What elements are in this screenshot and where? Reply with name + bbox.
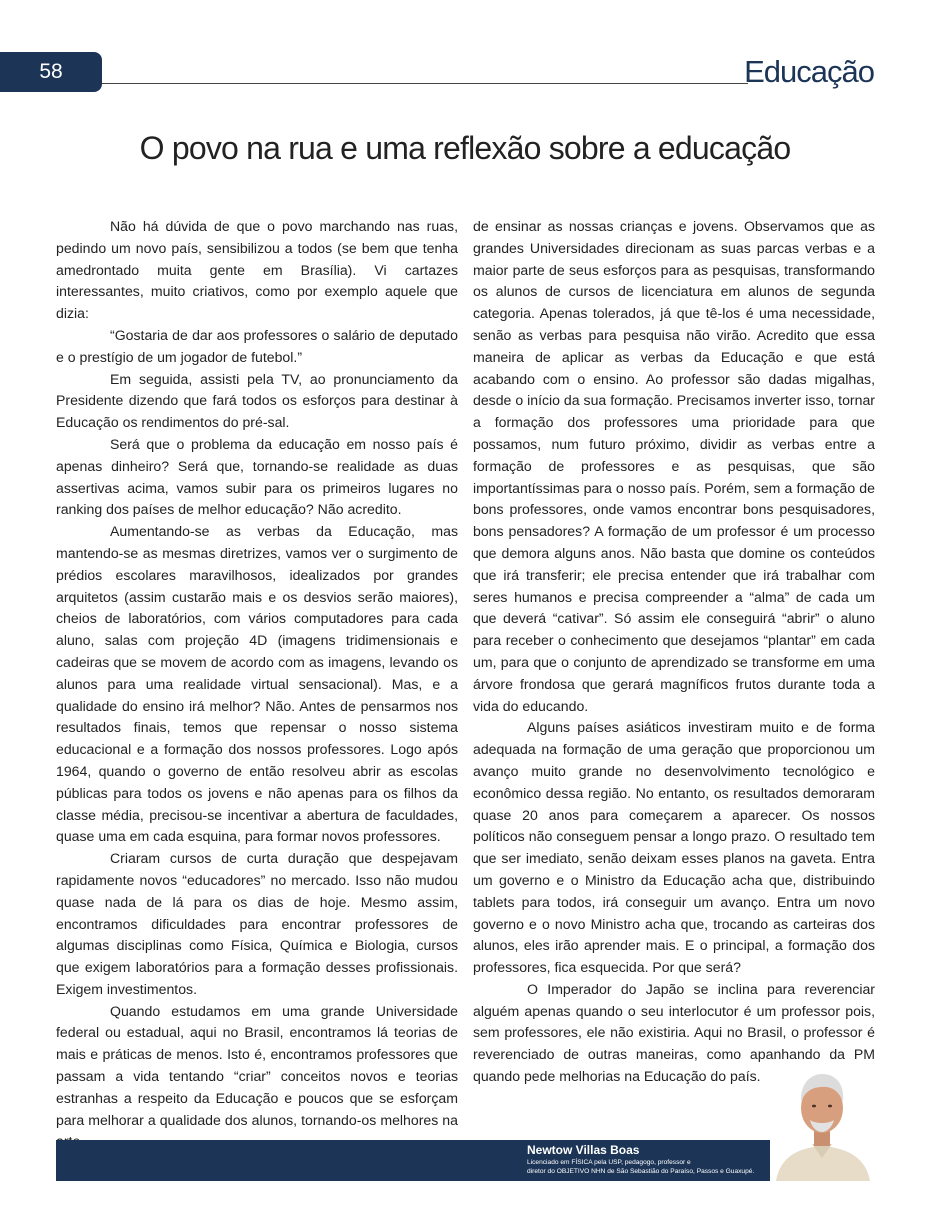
paragraph: Não há dúvida de que o povo marchando nas ruas, pedindo um novo país, sensibilizou a todos (se bem que tenha amedrontado muita gente em Brasília). Vi cartazes interessantes, muito criativos, como por exemplo aquele que dizia: [56, 218, 458, 322]
paragraph: Em seguida, assisti pela TV, ao pronunciamento da Presidente dizendo que fará todos os esforços para destinar à Educação os rendimentos do pré-sal. [56, 370, 458, 431]
author-bio [527, 1158, 754, 1176]
page-number: 58 [39, 60, 63, 83]
paragraph-continued: de ensinar as nossas crianças e jovens. Observamos que as grandes Universidades direcionam as suas parcas verbas e a maior parte de seus esforços para as pesquisas, transformando os alunos de cursos de licenciatura em alunos de segunda categoria. Apenas tolerados, já que tê-los é uma necessidade, senão as verbas para pesquisa não virão. Acredito que essa maneira de aplicar as verbas da Educação e que está acabando com o ensino. Ao professor são dadas migalhas, desde o início da sua formação. Precisamos inverter isso, tornar a formação dos professores uma prioridade para que possamos, num futuro próximo, dividir as verbas entre a formação de professores e as pesquisas, que são importantíssimas para o nosso país. Porém, sem a formação de bons professores, onde vamos encontrar bons pesquisadores, bons pensadores? A formação de um professor é um processo que demora alguns anos. Não basta que domine os conteúdos que irá transferir; ele precisa entender que irá trabalhar com seres humanos e precisa compreender a “alma” de cada um que deverá “cativar”. Só assim ele conseguirá “abrir” o aluno para receber o conhecimento que desejamos “plantar” em cada um, para que o conjunto de aprendizado se transforme em uma árvore frondosa que gerará magníficos frutos durante toda a vida do educando. [473, 218, 875, 714]
paragraph: Alguns países asiáticos investiram muito e de forma adequada na formação de uma geração que proporcionou um avanço muito grande no desenvolvimento tecnológico e econômico dessa região. No entanto, os resultados demoraram quase 20 anos para começarem a aparecer. Os nossos políticos não conseguem pensar a longo prazo. O resultado tem que ser imediato, senão deixam esses planos na gaveta. Entra um governo e o Ministro da Educação acha que, distribuindo tablets para todos, irá conseguir um avanço. Entra um novo governo e o novo Ministro acha que, trocando as carteiras dos alunos, eles irão aprender mais. E o principal, a formação dos professores, fica esquecida. Por que será? [473, 719, 875, 976]
author-name: Newtow Villas Boas [527, 1143, 640, 1157]
header-rule [102, 83, 748, 84]
paragraph: Quando estudamos em uma grande Universidade federal ou estadual, aqui no Brasil, encontramos lá teorias de mais e práticas de menos. Isto é, encontramos professores que passam a vida tentando “criar” conceitos novos e teorias estranhas a respeito da Educação e poucos que se esforçam para melhorar a qualidade dos alunos, tornando-os melhores na [56, 1002, 458, 1128]
author-bar [56, 1140, 874, 1181]
article-column-left [56, 216, 458, 1153]
author-portrait-icon [770, 1066, 874, 1181]
section-title: Educação [744, 54, 874, 89]
article-title: O povo na rua e uma reflexão sobre a educação [139, 130, 791, 166]
paragraph: Aumentando-se as verbas da Educação, mas mantendo-se as mesmas diretrizes, vamos ver o surgimento de prédios escolares maravilhosos, idealizados por grandes arquitetos (assim custarão mais e os desvios serão maiores), cheios de laboratórios, com vários computadores para cada aluno, salas com projeção 4D (imagens tridimensionais e cadeiras que se movem de acordo com as imagens, levando os alunos para uma realidade virtual sensacional). Mas, e a qualidade do ensino irá melhor? Não. Antes de pensarmos nos resultados finais, temos que repensar o nosso sistema educacional e a formação dos nossos professores. Logo após 1964, quando o governo de então resolveu abrir as escolas públicas para todos os jovens e não apenas para os filhos da classe média, precisou-se incentivar a abertura de faculdades, quase uma em cada esquina, para formar novos professores. [56, 523, 458, 845]
author-bio-line: diretor do OBJETIVO NHN de São Sebastião do Paraíso, Passos e Guaxupé. [527, 1168, 755, 1176]
author-bio-line: Licenciado em FÍSICA pela USP, pedagogo, professor e [527, 1159, 691, 1166]
page-number-tab [0, 52, 102, 92]
paragraph: Criaram cursos de curta duração que despejavam rapidamente novos “educadores” no mercado. Isso não mudou quase nada de lá para os dias de hoje. Mesmo assim, encontramos dificuldades para encontrar professores de algumas disciplinas como Física, Química e Biologia, cursos que exigem laboratórios para a formação desses profissionais. Exigem investimentos. [56, 850, 458, 997]
article-column-right [473, 216, 875, 1088]
paragraph: Será que o problema da educação em nosso país é apenas dinheiro? Será que, tornando-se realidade as duas assertivas acima, vamos subir para os primeiros lugares no ranking dos países de melhor educação? Não acredito. [56, 435, 458, 518]
quote-paragraph: “Gostaria de dar aos professores o salário de deputado e o prestígio de um jogador de futebol.” [56, 326, 458, 365]
author-photo [770, 1066, 874, 1181]
paragraph: O Imperador do Japão se inclina para reverenciar alguém apenas quando o seu interlocutor é um professor pois, sem professores, ele não existiria. Aqui no Brasil, o professor é reverenciado de outras maneiras, como apanhando da PM quando pede melhorias na Educação do país. [473, 980, 875, 1085]
